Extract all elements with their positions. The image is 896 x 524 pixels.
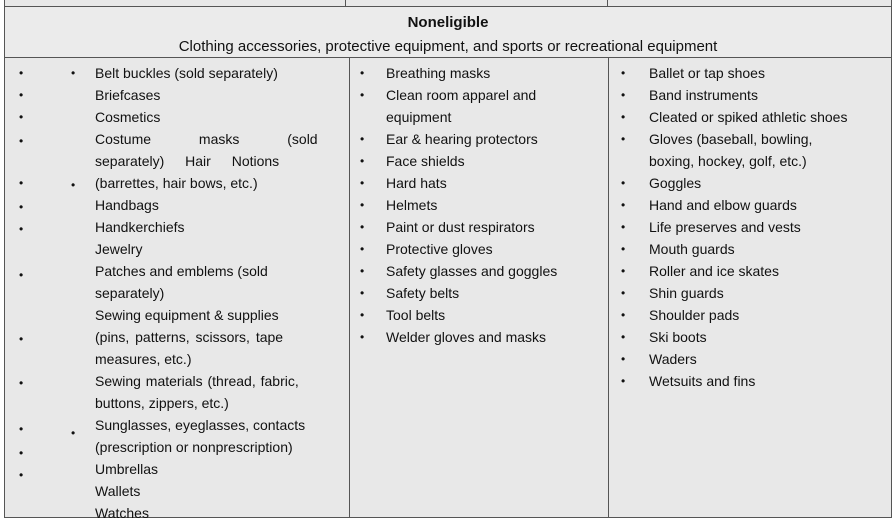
list-item: Face shields bbox=[386, 153, 465, 169]
list-bullet: • bbox=[19, 176, 24, 190]
list-item: Wallets bbox=[95, 483, 141, 499]
list-bullet: • bbox=[19, 88, 24, 102]
list-item: Safety belts bbox=[386, 285, 460, 301]
list-item: Belt buckles (sold separately) bbox=[95, 65, 278, 81]
list-bullet: • bbox=[19, 200, 24, 214]
list-bullet: • bbox=[19, 468, 24, 482]
list-item: Ballet or tap shoes bbox=[649, 65, 765, 81]
list-bullet: • bbox=[360, 264, 365, 278]
list-item: Gloves (baseball, bowling, bbox=[649, 131, 813, 147]
list-item: (barrettes, hair bows, etc.) bbox=[95, 175, 258, 191]
list-bullet: • bbox=[19, 446, 24, 460]
list-bullet: • bbox=[19, 222, 24, 236]
list-item: Cosmetics bbox=[95, 109, 161, 125]
list-bullet: • bbox=[360, 308, 365, 322]
list-bullet: • bbox=[621, 66, 626, 80]
list-item: Safety glasses and goggles bbox=[386, 263, 558, 279]
list-bullet: • bbox=[621, 352, 626, 366]
list-item: Protective gloves bbox=[386, 241, 493, 257]
list-item: measures, etc.) bbox=[95, 351, 192, 367]
list-bullet: • bbox=[360, 198, 365, 212]
list-item: Paint or dust respirators bbox=[386, 219, 535, 235]
list-bullet: • bbox=[621, 374, 626, 388]
list-item: (prescription or nonprescription) bbox=[95, 439, 293, 455]
list-bullet: • bbox=[71, 426, 76, 440]
list-bullet: • bbox=[621, 110, 626, 124]
list-bullet: • bbox=[621, 176, 626, 190]
list-item: separately) bbox=[95, 285, 165, 301]
list-item: equipment bbox=[386, 109, 452, 125]
list-bullet: • bbox=[360, 220, 365, 234]
list-bullet: • bbox=[621, 264, 626, 278]
column-sports-equipment bbox=[608, 58, 891, 517]
list-item: Shoulder pads bbox=[649, 307, 740, 323]
list-bullet: • bbox=[19, 268, 24, 282]
list-bullet: • bbox=[621, 198, 626, 212]
list-item: Sewing materials (thread, fabric, bbox=[95, 373, 299, 389]
list-item: Tool belts bbox=[386, 307, 446, 323]
list-item: Wetsuits and fins bbox=[649, 373, 756, 389]
list-bullet: • bbox=[71, 178, 76, 192]
list-item: Shin guards bbox=[649, 285, 724, 301]
list-item: separately) Hair Notions bbox=[95, 153, 280, 169]
list-item: Handkerchiefs bbox=[95, 219, 185, 235]
list-bullet: • bbox=[19, 422, 24, 436]
list-item: Roller and ice skates bbox=[649, 263, 779, 279]
list-item: buttons, zippers, etc.) bbox=[95, 395, 229, 411]
column-clothing-accessories bbox=[5, 58, 349, 521]
list-bullet: • bbox=[621, 132, 626, 146]
list-bullet: • bbox=[360, 286, 365, 300]
list-item: Ski boots bbox=[649, 329, 707, 345]
list-item: Hard hats bbox=[386, 175, 447, 191]
list-item: Breathing masks bbox=[386, 65, 491, 81]
list-item: Mouth guards bbox=[649, 241, 735, 257]
list-bullet: • bbox=[360, 154, 365, 168]
list-bullet: • bbox=[621, 308, 626, 322]
list-item: Costume masks (sold bbox=[95, 131, 318, 147]
list-bullet: • bbox=[19, 332, 24, 346]
list-item: Ear & hearing protectors bbox=[386, 131, 538, 147]
noneligible-table bbox=[4, 0, 892, 521]
list-item: Umbrellas bbox=[95, 461, 159, 477]
list-item: Cleated or spiked athletic shoes bbox=[649, 109, 848, 125]
list-item: Hand and elbow guards bbox=[649, 197, 797, 213]
list-item: Helmets bbox=[386, 197, 438, 213]
list-bullet: • bbox=[19, 66, 24, 80]
column-protective-equipment bbox=[349, 58, 608, 517]
table-subtitle: Clothing accessories, protective equipment, and sports or recreational equipment bbox=[178, 38, 718, 55]
table-header bbox=[5, 6, 891, 58]
list-bullet: • bbox=[360, 330, 365, 344]
list-item: Sunglasses, eyeglasses, contacts bbox=[95, 417, 306, 433]
list-item: Welder gloves and masks bbox=[386, 329, 547, 345]
list-item: Waders bbox=[649, 351, 697, 367]
list-item: Clean room apparel and bbox=[386, 87, 537, 103]
list-bullet: • bbox=[621, 88, 626, 102]
list-bullet: • bbox=[71, 66, 76, 80]
list-item: Goggles bbox=[649, 175, 702, 191]
list-bullet: • bbox=[621, 242, 626, 256]
list-item: Jewelry bbox=[95, 241, 143, 257]
list-bullet: • bbox=[19, 134, 24, 148]
list-bullet: • bbox=[19, 376, 24, 390]
list-bullet: • bbox=[360, 88, 365, 102]
list-item: Watches bbox=[95, 505, 149, 521]
list-bullet: • bbox=[360, 242, 365, 256]
list-bullet: • bbox=[360, 66, 365, 80]
list-bullet: • bbox=[621, 286, 626, 300]
list-bullet: • bbox=[19, 110, 24, 124]
list-item: Handbags bbox=[95, 197, 159, 213]
list-bullet: • bbox=[621, 330, 626, 344]
list-item: boxing, hockey, golf, etc.) bbox=[649, 153, 807, 169]
table-title: Noneligible bbox=[407, 14, 489, 31]
list-bullet: • bbox=[360, 176, 365, 190]
list-item: Life preserves and vests bbox=[649, 219, 801, 235]
list-bullet: • bbox=[621, 220, 626, 234]
list-item: Sewing equipment & supplies bbox=[95, 307, 279, 323]
list-item: Band instruments bbox=[649, 87, 758, 103]
list-item: Briefcases bbox=[95, 87, 161, 103]
list-item: (pins, patterns, scissors, tape bbox=[95, 329, 284, 345]
list-item: Patches and emblems (sold bbox=[95, 263, 268, 279]
list-bullet: • bbox=[360, 132, 365, 146]
